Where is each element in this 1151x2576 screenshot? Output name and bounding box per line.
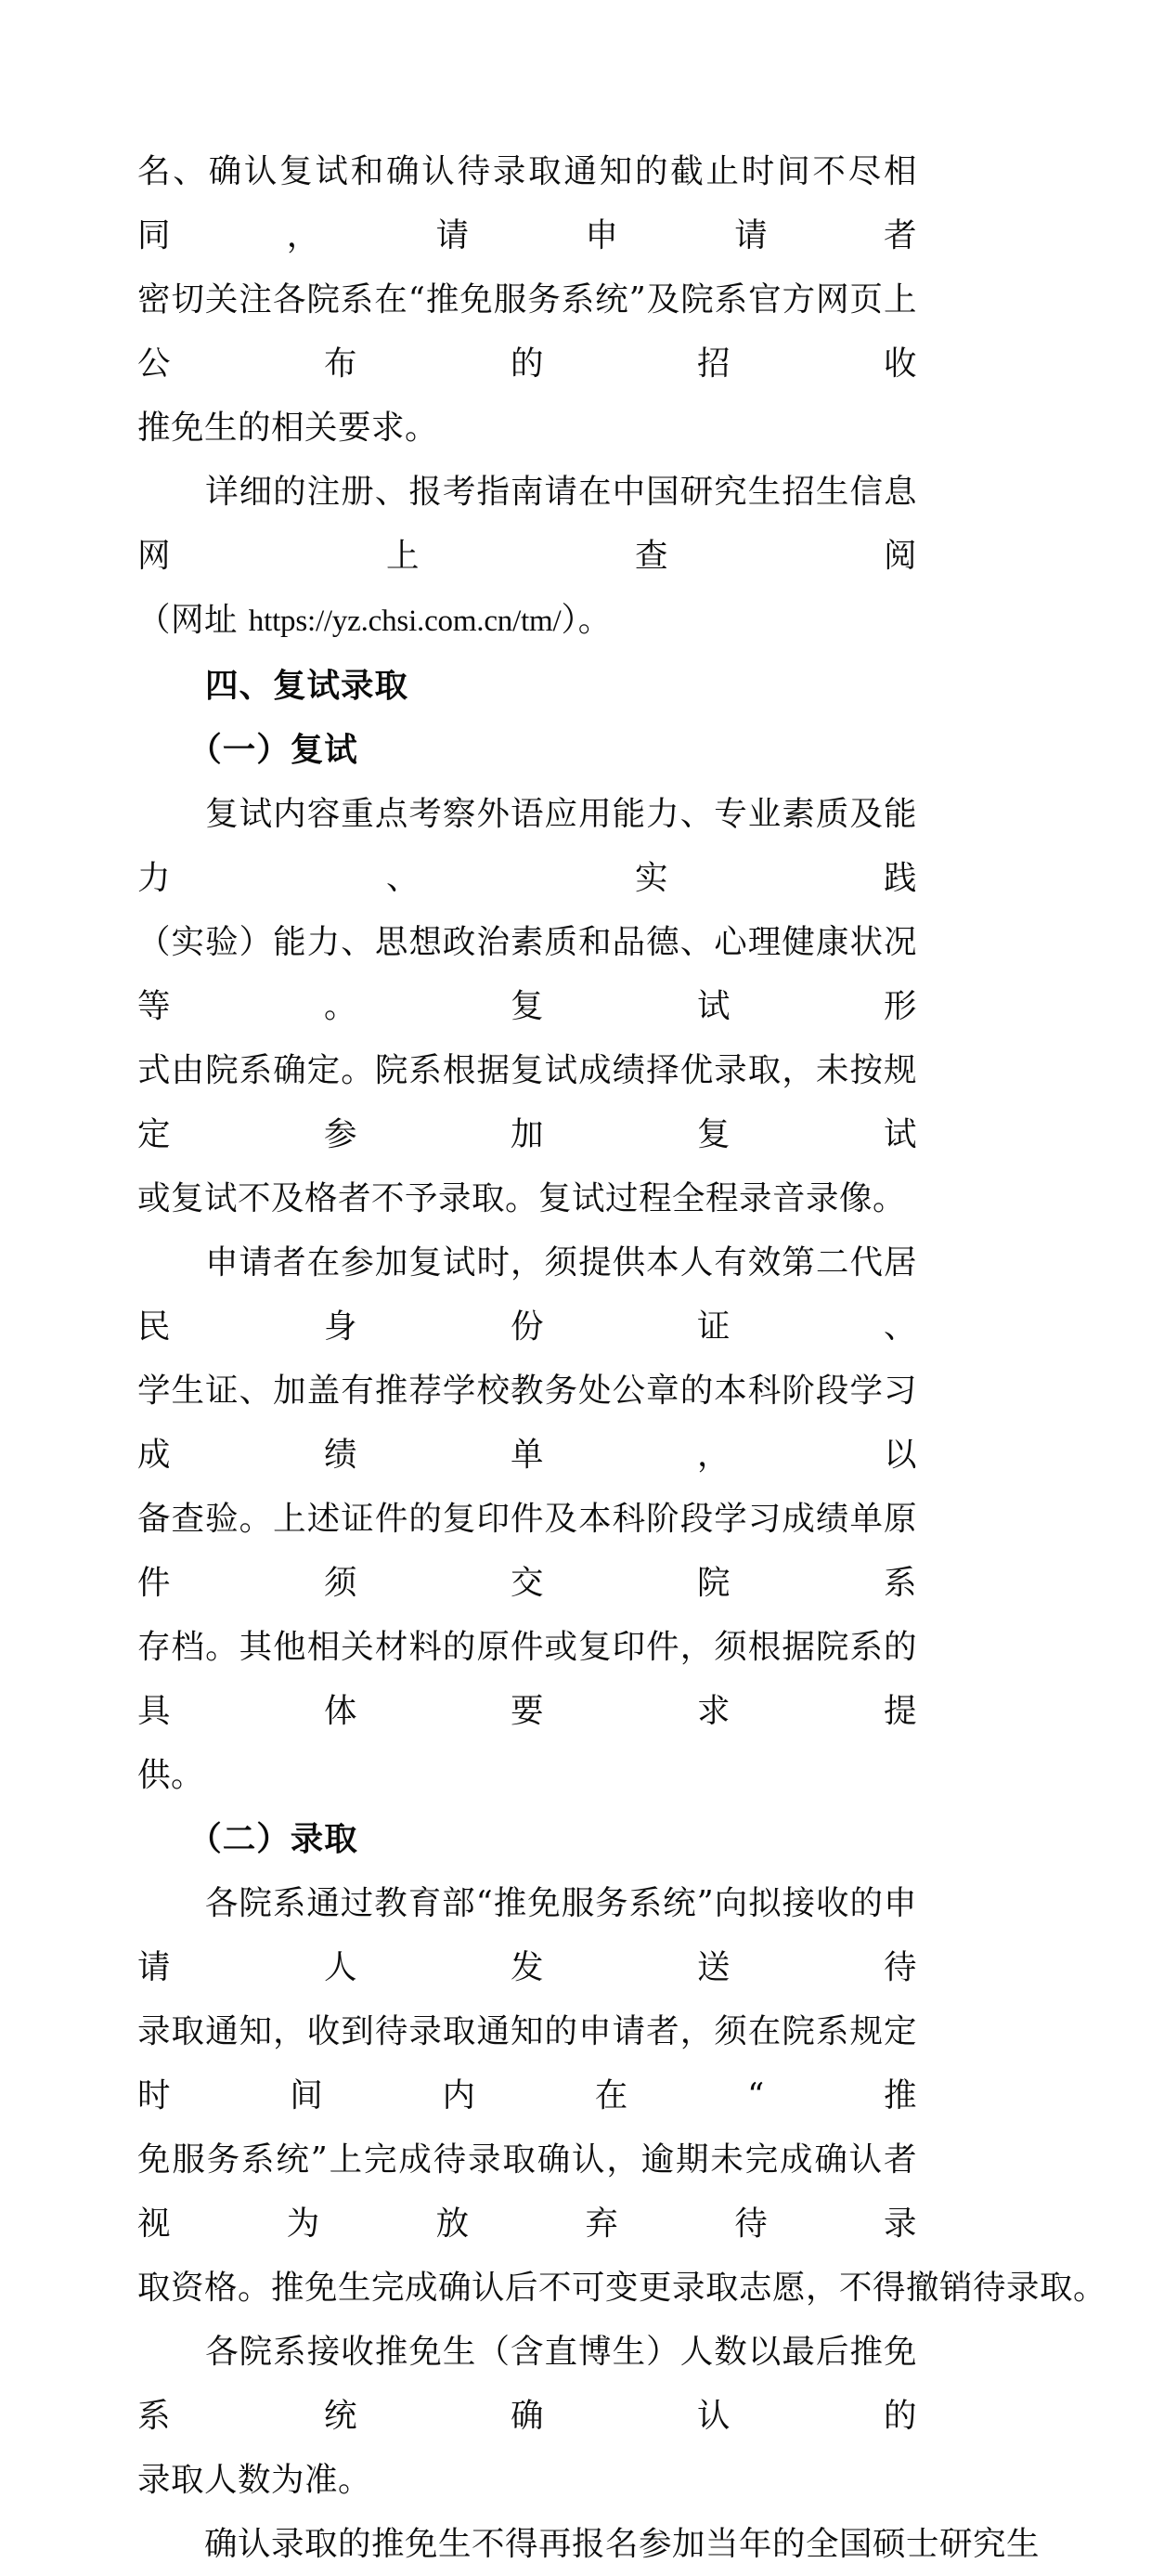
- text-line: 供。: [137, 1756, 205, 1794]
- text-line: 或复试不及格者不予录取。复试过程全程录音录像。: [137, 1179, 907, 1217]
- text-line: 取资格。推免生完成确认后不可变更录取志愿，不得撤销待录取。: [137, 2269, 1107, 2307]
- paragraph: [137, 1871, 1107, 2320]
- text-line: 备查验。上述证件的复印件及本科阶段学习成绩单原件须交院系: [137, 1500, 917, 1602]
- section-heading: [137, 654, 917, 718]
- text-line: 式由院系确定。院系根据复试成绩择优录取，未按规定参加复试: [137, 1051, 917, 1153]
- text-line: 存档。其他相关材料的原件或复印件，须根据院系的具体要求提: [137, 1628, 917, 1730]
- paragraph: [137, 2320, 917, 2512]
- text-line: 名、确认复试和确认待录取通知的截止时间不尽相同，请申请者: [137, 152, 917, 254]
- subsection-heading: [137, 718, 917, 782]
- paragraph: [137, 2512, 1041, 2576]
- text-line: 推免生的相关要求。: [137, 409, 439, 447]
- text-line: 学生证、加盖有推荐学校教务处公章的本科阶段学习成绩单，以: [137, 1372, 917, 1474]
- url-text: https://yz.chsi.com.cn/tm/: [248, 605, 562, 638]
- text-line: 各院系通过教育部“推免服务系统”向拟接收的申请人发送待: [137, 1884, 917, 1986]
- text-line: 复试内容重点考察外语应用能力、专业素质及能力、实践: [137, 795, 917, 897]
- text-line: 申请者在参加复试时，须提供本人有效第二代居民身份证、: [137, 1243, 917, 1346]
- paragraph: [137, 1230, 917, 1807]
- text-line: （一）复试: [137, 731, 358, 769]
- subsection-heading: [137, 1807, 917, 1871]
- text-line: （二）录取: [137, 1820, 358, 1858]
- document-body: [137, 139, 1107, 2576]
- text-line: （网址 https://yz.chsi.com.cn/tm/）。: [137, 601, 612, 639]
- paragraph: [137, 139, 917, 460]
- paragraph: [137, 782, 917, 1230]
- text-line: 各院系接收推免生（含直博生）人数以最后推免系统确认的: [137, 2333, 917, 2435]
- text-line: 确认录取的推免生不得再报名参加当年的全国硕士研究生: [137, 2525, 1041, 2563]
- text-line: 录取人数为准。: [137, 2461, 372, 2499]
- paragraph: [137, 460, 917, 654]
- text-line: 详细的注册、报考指南请在中国研究生招生信息网上查阅: [137, 473, 917, 575]
- text-line: 密切关注各院系在“推免服务系统”及院系官方网页上公布的招收: [137, 280, 917, 383]
- text-line: 免服务系统”上完成待录取确认，逾期未完成确认者视为放弃待录: [137, 2140, 917, 2243]
- text-line: 录取通知，收到待录取通知的申请者，须在院系规定时间内在“推: [137, 2012, 917, 2114]
- text-line: 四、复试录取: [137, 667, 409, 705]
- text-line: （实验）能力、思想政治素质和品德、心理健康状况等。复试形: [137, 923, 917, 1025]
